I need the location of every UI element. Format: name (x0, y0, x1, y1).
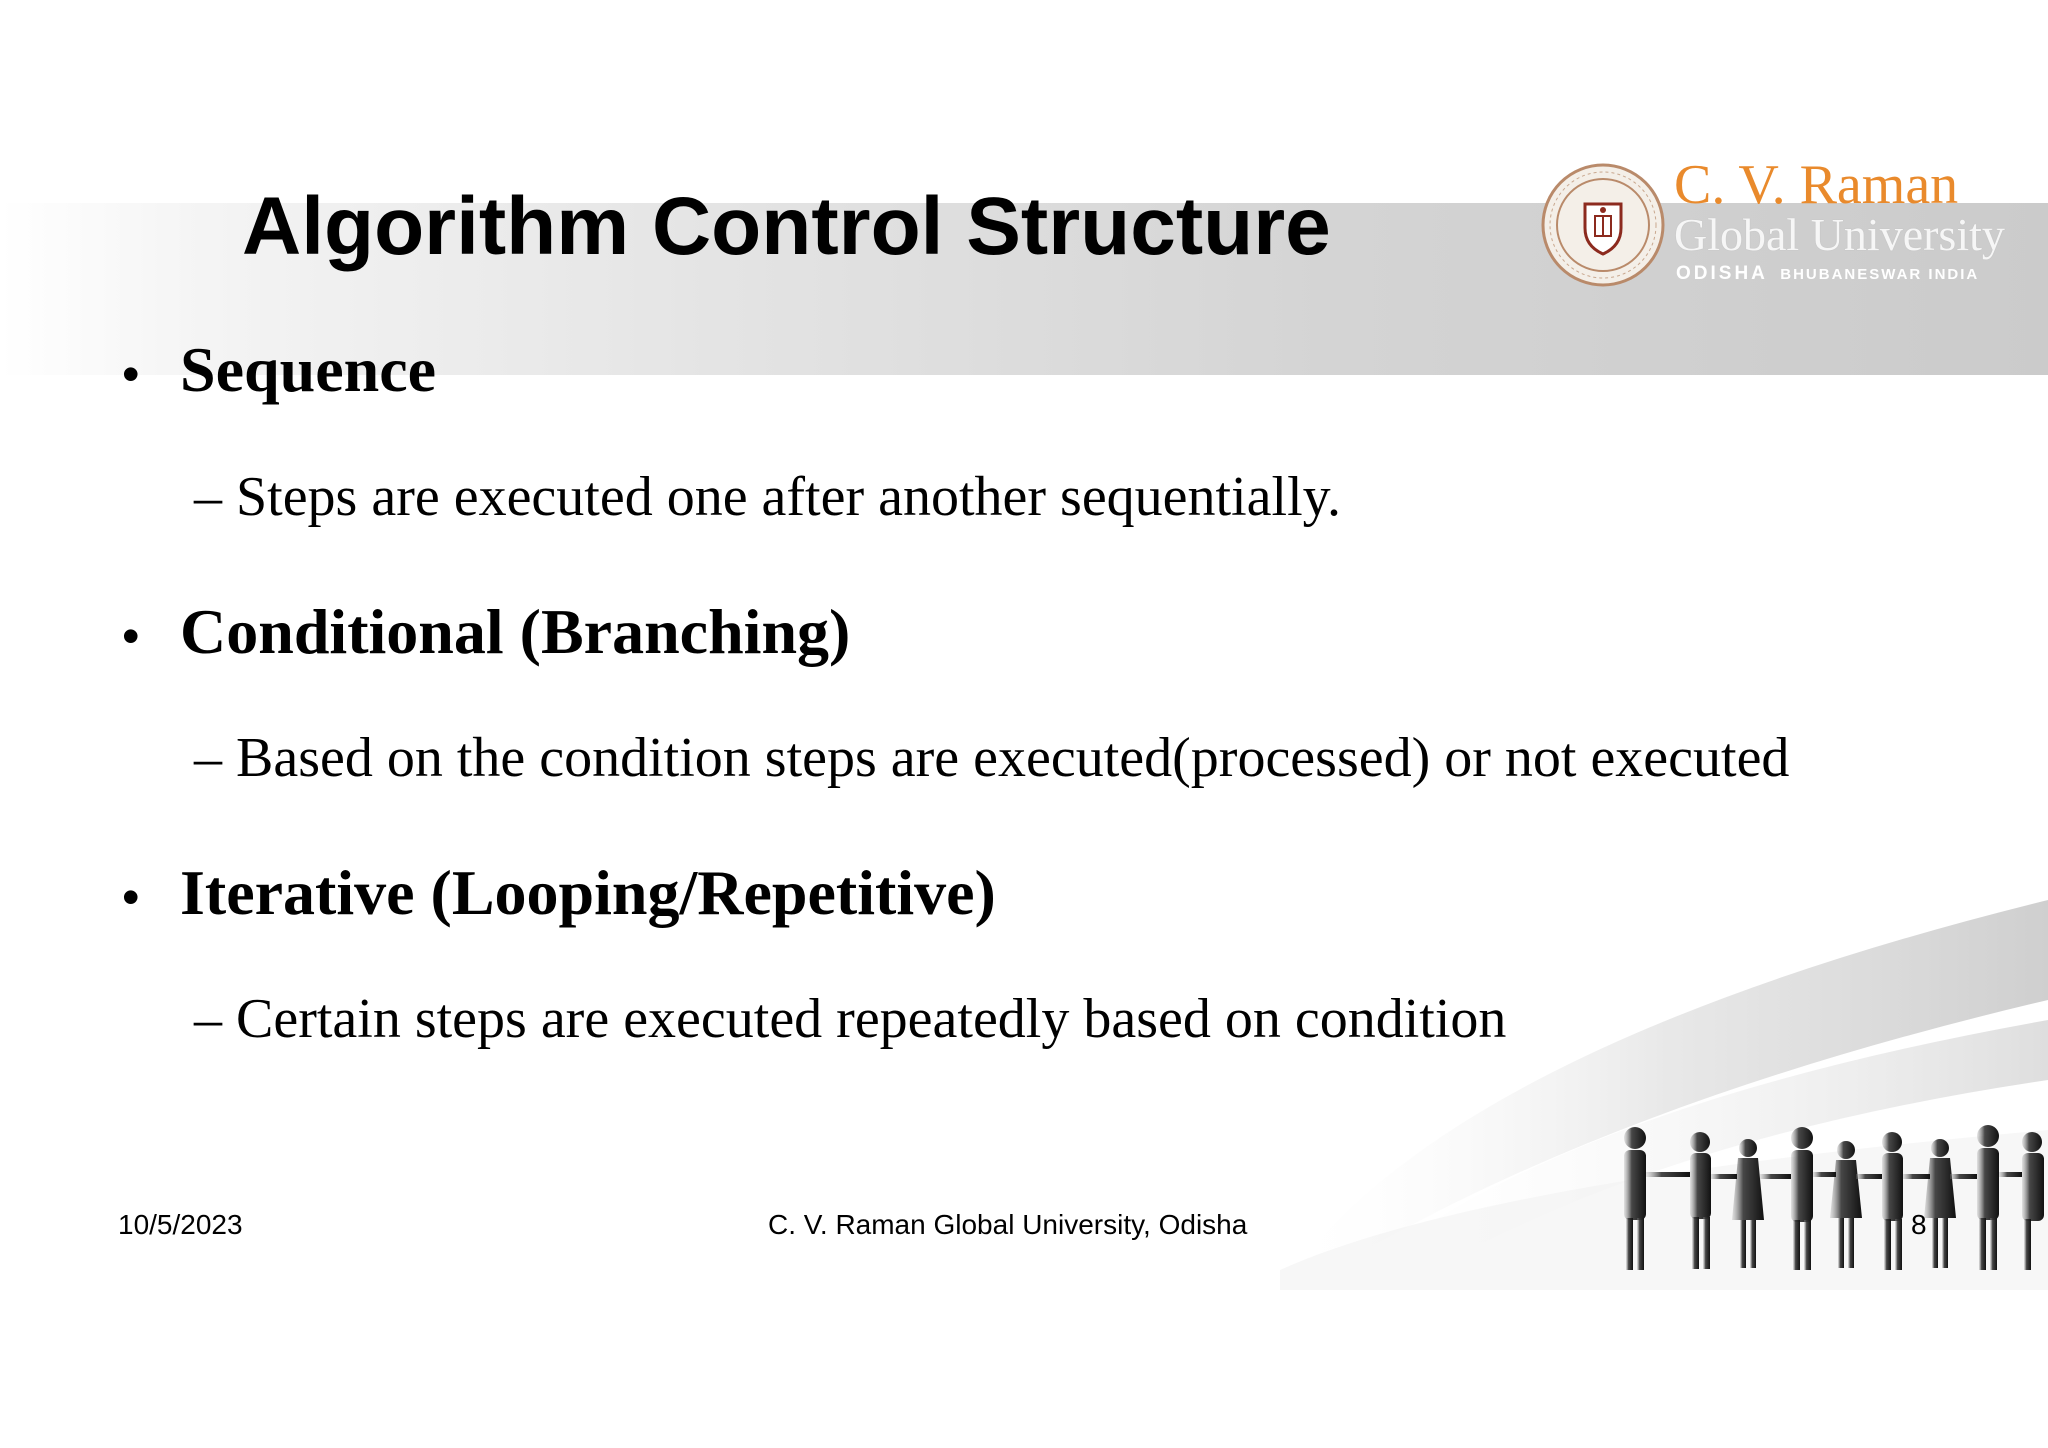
logo-subtitle: Global University (1674, 209, 2005, 260)
people-silhouette-illustration (1280, 880, 2048, 1290)
page-number: 8 (1911, 1209, 1927, 1240)
university-logo (1540, 150, 2040, 300)
bullet-conditional (122, 592, 850, 676)
university-seal-icon (1540, 162, 1666, 288)
bullet-heading: Conditional (Branching) (180, 596, 851, 667)
logo-state: ODISHA (1676, 263, 1768, 284)
footer-date: 10/5/2023 (118, 1209, 243, 1240)
bullet-dot: • (122, 346, 140, 402)
bullet-heading: Sequence (180, 334, 436, 405)
bullet-sequence (122, 330, 436, 414)
bullet-detail: – Steps are executed one after another sequentially. (194, 466, 1341, 528)
bullet-iterative (122, 853, 996, 937)
slide-title: Algorithm Control Structure (242, 181, 1331, 272)
logo-location (1676, 264, 1979, 285)
bullet-dot: • (122, 608, 140, 664)
bullet-dot: • (122, 869, 140, 925)
logo-city: BHUBANESWAR INDIA (1780, 266, 1980, 283)
footer-center: C. V. Raman Global University, Odisha (768, 1209, 1248, 1240)
logo-name: C. V. Raman (1674, 154, 1959, 216)
bullet-detail: – Based on the condition steps are executed(processed) or not executed (194, 727, 1790, 789)
bullet-heading: Iterative (Looping/Repetitive) (180, 857, 996, 928)
bullet-detail: – Certain steps are executed repeatedly based on condition (194, 988, 1507, 1050)
